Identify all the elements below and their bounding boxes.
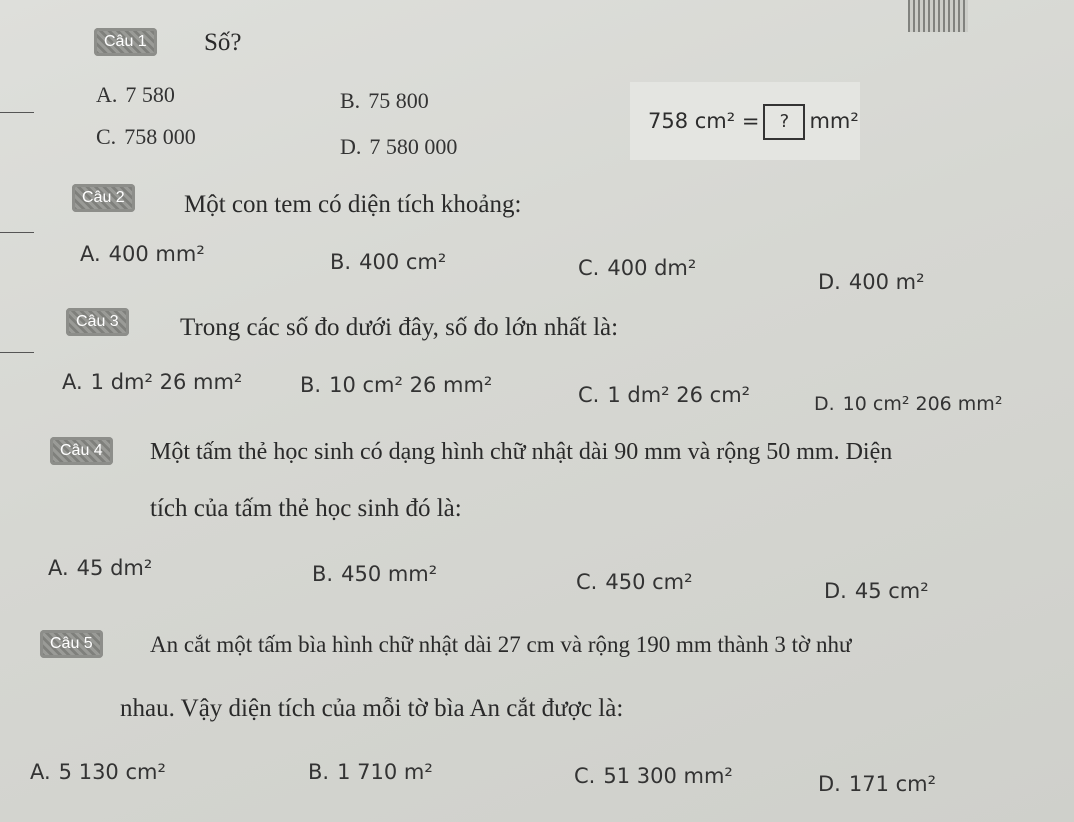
option-letter: A. bbox=[80, 242, 101, 266]
option-text: 400 mm² bbox=[108, 242, 205, 266]
question-5-badge: Câu 5 bbox=[40, 630, 103, 658]
option-text: 45 dm² bbox=[76, 556, 153, 580]
option-letter: D. bbox=[824, 579, 847, 603]
option-letter: D. bbox=[818, 772, 841, 796]
equation-left: 758 cm² = bbox=[648, 109, 760, 133]
option-text: 1 710 m² bbox=[337, 760, 433, 784]
question-5-prompt-line-2: nhau. Vậy diện tích của mỗi tờ bìa An cắt được là: bbox=[120, 695, 624, 722]
q4-option-b[interactable] bbox=[312, 562, 437, 586]
question-4-prompt-line-2: tích của tấm thẻ học sinh đó là: bbox=[150, 495, 462, 522]
margin-mark bbox=[0, 232, 34, 233]
q5-option-a[interactable] bbox=[30, 760, 166, 784]
option-letter: C. bbox=[578, 256, 600, 280]
option-text: 1 dm² 26 cm² bbox=[607, 383, 751, 407]
option-letter: D. bbox=[340, 134, 362, 159]
option-text: 7 580 bbox=[125, 82, 175, 107]
option-letter: C. bbox=[576, 570, 598, 594]
q3-option-c[interactable] bbox=[578, 383, 750, 407]
q2-option-d[interactable] bbox=[818, 270, 925, 294]
option-text: 5 130 cm² bbox=[58, 760, 166, 784]
option-text: 10 cm² 206 mm² bbox=[842, 393, 1003, 415]
option-letter: A. bbox=[62, 370, 83, 394]
q1-option-c[interactable] bbox=[96, 124, 196, 150]
option-text: 45 cm² bbox=[854, 579, 929, 603]
option-text: 400 cm² bbox=[359, 250, 447, 274]
q5-option-d[interactable] bbox=[818, 772, 936, 796]
option-letter: D. bbox=[814, 393, 835, 415]
option-letter: B. bbox=[330, 250, 352, 274]
q3-option-a[interactable] bbox=[62, 370, 242, 394]
option-text: 7 580 000 bbox=[369, 134, 458, 159]
q1-option-a[interactable] bbox=[96, 82, 175, 108]
margin-mark bbox=[0, 352, 34, 353]
option-letter: C. bbox=[96, 124, 117, 149]
equation bbox=[648, 104, 859, 140]
option-letter: A. bbox=[30, 760, 51, 784]
q3-option-d[interactable] bbox=[814, 393, 1002, 415]
q4-option-d[interactable] bbox=[824, 579, 929, 603]
option-letter: A. bbox=[48, 556, 69, 580]
question-4-badge: Câu 4 bbox=[50, 437, 113, 465]
option-letter: A. bbox=[96, 82, 118, 107]
margin-mark bbox=[0, 112, 34, 113]
question-2-prompt: Một con tem có diện tích khoảng: bbox=[184, 191, 522, 218]
question-2-badge: Câu 2 bbox=[72, 184, 135, 212]
option-text: 1 dm² 26 mm² bbox=[90, 370, 243, 394]
option-letter: B. bbox=[308, 760, 330, 784]
q4-option-c[interactable] bbox=[576, 570, 693, 594]
option-letter: B. bbox=[300, 373, 322, 397]
question-3-badge: Câu 3 bbox=[66, 308, 129, 336]
q5-option-b[interactable] bbox=[308, 760, 433, 784]
q3-option-b[interactable] bbox=[300, 373, 492, 397]
question-1-badge: Câu 1 bbox=[94, 28, 157, 56]
question-1-prompt: Số? bbox=[204, 29, 242, 56]
option-text: 758 000 bbox=[124, 124, 196, 149]
q5-option-c[interactable] bbox=[574, 764, 733, 788]
option-text: 450 cm² bbox=[605, 570, 693, 594]
option-letter: C. bbox=[574, 764, 596, 788]
question-5-prompt-line-1: An cắt một tấm bìa hình chữ nhật dài 27 cm và rộng 190 mm thành 3 tờ như bbox=[150, 632, 852, 657]
option-letter: B. bbox=[340, 88, 361, 113]
question-4-prompt-line-1: Một tấm thẻ học sinh có dạng hình chữ nhật dài 90 mm và rộng 50 mm. Diện bbox=[150, 439, 893, 465]
q1-option-b[interactable] bbox=[340, 88, 429, 114]
option-text: 75 800 bbox=[368, 88, 429, 113]
q1-option-d[interactable] bbox=[340, 134, 457, 160]
option-text: 400 dm² bbox=[607, 256, 697, 280]
answer-box[interactable]: ? bbox=[763, 104, 805, 140]
option-text: 51 300 mm² bbox=[603, 764, 733, 788]
equation-right: mm² bbox=[809, 109, 859, 133]
option-letter: D. bbox=[818, 270, 841, 294]
question-3-prompt: Trong các số đo dưới đây, số đo lớn nhất là: bbox=[180, 314, 619, 341]
q4-option-a[interactable] bbox=[48, 556, 152, 580]
option-text: 450 mm² bbox=[341, 562, 438, 586]
corner-stamp bbox=[908, 0, 968, 32]
option-text: 10 cm² 26 mm² bbox=[329, 373, 493, 397]
option-letter: B. bbox=[312, 562, 334, 586]
q2-option-a[interactable] bbox=[80, 242, 205, 266]
option-letter: C. bbox=[578, 383, 600, 407]
q2-option-c[interactable] bbox=[578, 256, 696, 280]
q2-option-b[interactable] bbox=[330, 250, 446, 274]
option-text: 171 cm² bbox=[848, 772, 937, 796]
option-text: 400 m² bbox=[848, 270, 925, 294]
